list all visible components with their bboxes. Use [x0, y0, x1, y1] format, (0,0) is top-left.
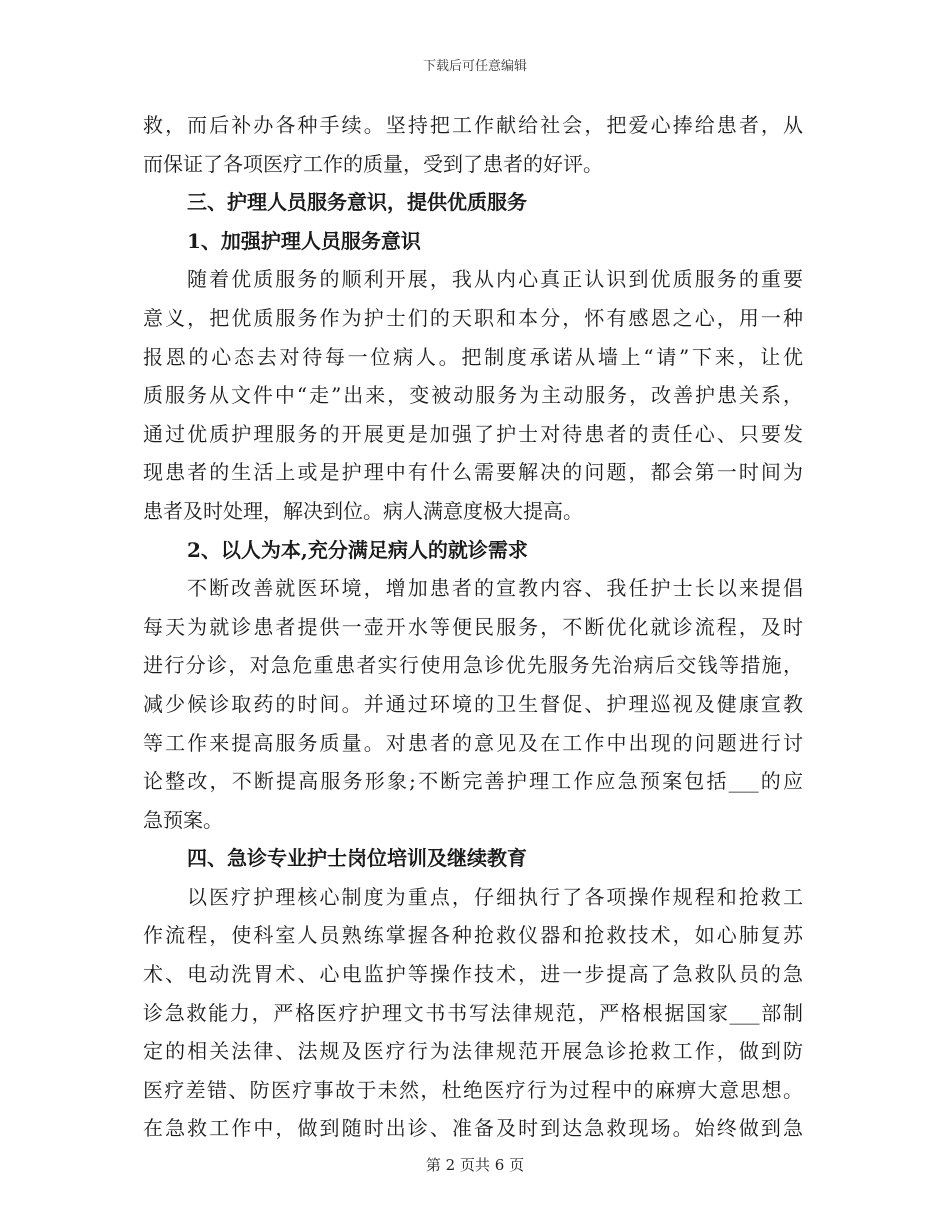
- text-line: 报恩的心态去对待每一位病人。把制度承诺从墙上“请”下来，让优: [143, 344, 803, 369]
- text-line: 急预案。: [143, 807, 223, 832]
- text-line: 在急救工作中，做到随时出诊、准备及时到达急救现场。始终做到急: [143, 1116, 803, 1141]
- text-line: 不断改善就医环境，增加患者的宣教内容、我任护士长以来提倡: [187, 576, 803, 601]
- text-line: 意义，把优质服务作为护士们的天职和本分，怀有感恩之心，用一种: [143, 305, 803, 330]
- text-line: 以医疗护理核心制度为重点，仔细执行了各项操作规程和抢救工: [187, 884, 803, 909]
- text-line: 质服务从文件中“走”出来，变被动服务为主动服务，改善护患关系，: [143, 383, 803, 408]
- text-line: 医疗差错、防医疗事故于未然，杜绝医疗行为过程中的麻痹大意思想。: [143, 1077, 803, 1102]
- text-line: 进行分诊，对急危重患者实行使用急诊优先服务先治病后交钱等措施，: [143, 653, 803, 678]
- subsection-heading: 2、以人为本,充分满足病人的就诊需求: [187, 537, 528, 562]
- section-heading: 四、急诊专业护士岗位培训及继续教育: [187, 846, 527, 871]
- text-line: 术、电动洗胃术、心电监护等操作技术，进一步提高了急救队员的急: [143, 962, 803, 987]
- text-line: 现患者的生活上或是护理中有什么需要解决的问题，都会第一时间为: [143, 460, 803, 485]
- section-heading: 三、护理人员服务意识，提供优质服务: [187, 190, 527, 215]
- text-line: 作流程，使科室人员熟练掌握各种抢救仪器和抢救技术，如心肺复苏: [143, 923, 803, 948]
- text-line: 而保证了各项医疗工作的质量，受到了患者的好评。: [143, 151, 603, 176]
- text-line: 定的相关法律、法规及医疗行为法律规范开展急诊抢救工作，做到防: [143, 1039, 803, 1064]
- text-line: 患者及时处理，解决到位。病人满意度极大提高。: [143, 498, 583, 523]
- subsection-heading: 1、加强护理人员服务意识: [187, 228, 421, 253]
- text-line: 通过优质护理服务的开展更是加强了护士对待患者的责任心、只要发: [143, 421, 803, 446]
- text-line: 诊急救能力，严格医疗护理文书书写法律规范，严格根据国家___部制: [143, 1000, 803, 1025]
- text-line: 每天为就诊患者提供一壶开水等便民服务，不断优化就诊流程，及时: [143, 614, 803, 639]
- text-line: 救，而后补办各种手续。坚持把工作献给社会，把爱心捧给患者，从: [143, 113, 803, 137]
- page-footer: 第 2 页共 6 页: [425, 1156, 525, 1174]
- document-body: [143, 106, 803, 1148]
- text-line: 减少候诊取药的时间。并通过环境的卫生督促、护理巡视及健康宣教: [143, 691, 803, 716]
- text-line: 论整改，不断提高服务形象;不断完善护理工作应急预案包括___的应: [143, 769, 803, 794]
- page-header: 下载后可任意编辑: [422, 59, 527, 74]
- text-line: 随着优质服务的顺利开展，我从内心真正认识到优质服务的重要: [187, 267, 803, 292]
- text-line: 等工作来提高服务质量。对患者的意见及在工作中出现的问题进行讨: [143, 730, 803, 755]
